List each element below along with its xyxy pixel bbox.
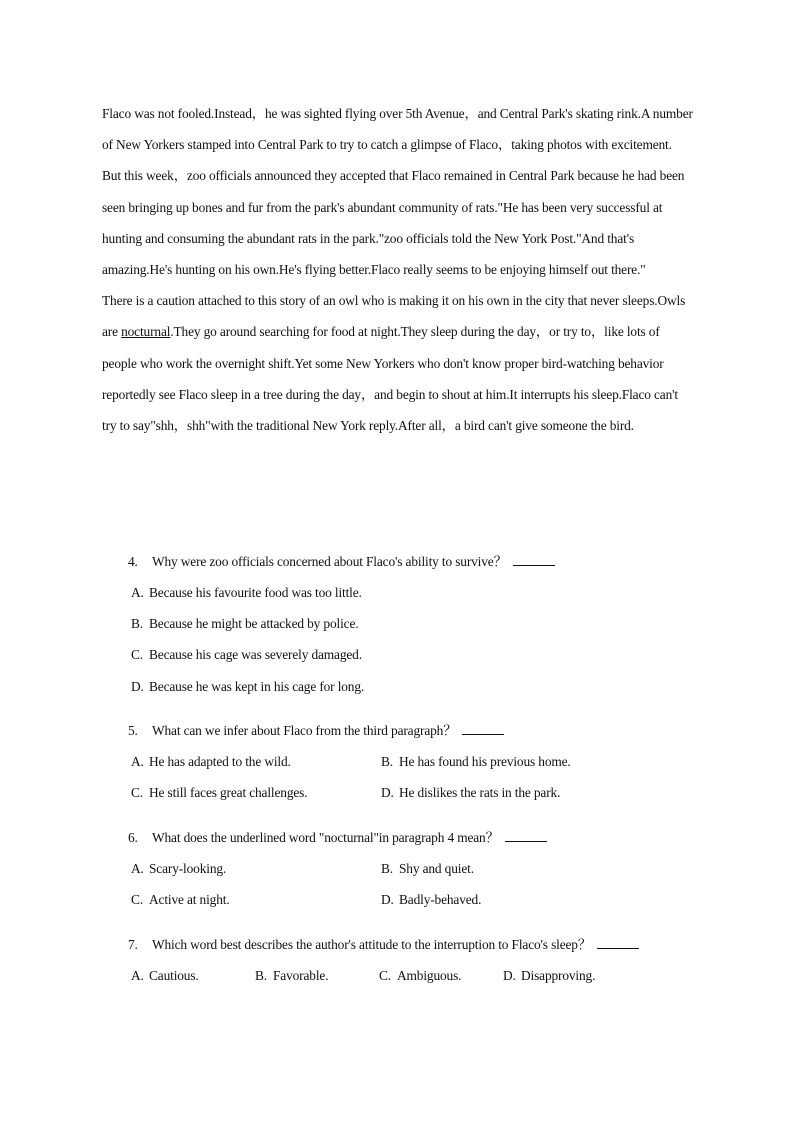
- question-5-text: What can we infer about Flaco from the third paragraph？: [152, 723, 457, 738]
- question-7-number: 7.: [128, 937, 138, 952]
- question-6-stem: [128, 827, 628, 849]
- option-text: He still faces great challenges.: [149, 785, 308, 801]
- option-text: Shy and quiet.: [399, 861, 474, 876]
- option-text: Because his cage was severely damaged.: [149, 647, 362, 663]
- paragraph-3-text-after: .They go around searching for food at night.They sleep during the day，or try to，like lots of people who work the overnight shift.Yet some New Yorkers who don't know proper bird-watching behavior reportedly see Flaco sleep in a tree during the day，and begin to shout at him.It interrupts his sleep.Flaco can't try to say"shh，shh"with the traditional New York reply.After all，a bird can't give someone the bird.: [102, 324, 678, 434]
- question-4-stem: [128, 551, 555, 573]
- option-text: Cautious.: [149, 968, 199, 983]
- option-text: Scary-looking.: [149, 861, 227, 876]
- question-5-option-d[interactable]: [378, 782, 628, 804]
- question-5-option-c[interactable]: [128, 782, 378, 804]
- underlined-word-nocturnal: nocturnal: [121, 324, 171, 340]
- option-text: Disapproving.: [521, 968, 596, 983]
- question-4-answer-blank[interactable]: [513, 551, 555, 566]
- question-4-number: 4.: [128, 554, 138, 569]
- option-letter: B.: [255, 968, 267, 983]
- question-7-option-b[interactable]: [252, 965, 376, 987]
- question-6-option-b[interactable]: [378, 858, 628, 880]
- question-7-text: Which word best describes the author's attitude to the interruption to Flaco's sleep？: [152, 937, 592, 952]
- option-letter: B.: [381, 861, 393, 876]
- passage-paragraph-3: [102, 285, 694, 441]
- question-6-options: [128, 858, 628, 920]
- option-letter: A.: [131, 861, 144, 876]
- question-6: [128, 827, 628, 920]
- paragraph-3-text-before: There is a caution attached to this story of an owl who is making it on his own in the city that never sleeps.Owls are: [102, 293, 686, 340]
- option-letter: C.: [131, 647, 143, 663]
- question-5: [128, 720, 628, 813]
- question-4-option-a[interactable]: [128, 582, 362, 604]
- question-4-text: Why were zoo officials concerned about Flaco's ability to survive？: [152, 554, 507, 569]
- option-text: Because he might be attacked by police.: [149, 616, 359, 632]
- question-6-option-a[interactable]: [128, 858, 378, 880]
- option-letter: C.: [131, 785, 143, 801]
- question-7: [128, 934, 639, 996]
- question-5-options: [128, 751, 628, 813]
- question-4-option-b[interactable]: [128, 613, 358, 635]
- option-letter: B.: [131, 616, 143, 632]
- question-4: [128, 551, 555, 707]
- option-letter: D.: [381, 892, 394, 908]
- option-text: Favorable.: [273, 968, 329, 983]
- option-text: Because his favourite food was too little.: [149, 585, 362, 600]
- question-7-stem: [128, 934, 639, 956]
- reading-passage: [102, 98, 694, 441]
- option-letter: A.: [131, 754, 144, 769]
- option-letter: D.: [503, 968, 516, 983]
- question-6-text: What does the underlined word "nocturnal"in paragraph 4 mean？: [152, 830, 499, 845]
- question-6-number: 6.: [128, 830, 138, 845]
- option-letter: C.: [379, 968, 391, 983]
- option-letter: A.: [131, 585, 144, 600]
- question-7-option-a[interactable]: [128, 965, 252, 987]
- passage-paragraph-2: But this week，zoo officials announced they accepted that Flaco remained in Central Park because he had been seen bringing up bones and fur from the park's abundant community of rats."He has been very successful at hunting and consuming the abundant rats in the park."zoo officials told the New York Post."And that's amazing.He's hunting on his own.He's flying better.Flaco really seems to be enjoying himself out there.": [102, 168, 685, 278]
- question-7-option-c[interactable]: [376, 965, 500, 987]
- question-4-option-d[interactable]: [128, 676, 364, 698]
- option-text: Because he was kept in his cage for long.: [149, 678, 365, 694]
- option-letter: C.: [131, 892, 143, 908]
- question-4-options: [128, 582, 555, 707]
- option-text: Ambiguous.: [397, 968, 462, 983]
- question-7-answer-blank[interactable]: [597, 934, 639, 949]
- question-6-option-c[interactable]: [128, 889, 378, 911]
- option-text: He dislikes the rats in the park.: [399, 785, 561, 801]
- question-5-number: 5.: [128, 723, 138, 738]
- option-letter: D.: [131, 678, 144, 694]
- option-text: Badly-behaved.: [399, 892, 482, 908]
- question-7-options: [128, 965, 639, 996]
- question-6-answer-blank[interactable]: [505, 827, 547, 842]
- question-5-answer-blank[interactable]: [462, 720, 504, 735]
- option-letter: D.: [381, 785, 394, 801]
- option-text: He has found his previous home.: [399, 754, 571, 769]
- question-6-option-d[interactable]: [378, 889, 628, 911]
- option-letter: B.: [381, 754, 393, 769]
- option-letter: A.: [131, 968, 144, 983]
- question-5-option-a[interactable]: [128, 751, 378, 773]
- passage-paragraph-1: Flaco was not fooled.Instead，he was sighted flying over 5th Avenue，and Central Park's skating rink.A number of New Yorkers stamped into Central Park to try to catch a glimpse of Flaco，taking photos with excitement.: [102, 106, 693, 153]
- option-text: Active at night.: [149, 892, 230, 908]
- question-7-option-d[interactable]: [500, 965, 624, 987]
- question-5-stem: [128, 720, 628, 742]
- question-5-option-b[interactable]: [378, 751, 628, 773]
- question-4-option-c[interactable]: [128, 644, 362, 666]
- option-text: He has adapted to the wild.: [149, 754, 291, 769]
